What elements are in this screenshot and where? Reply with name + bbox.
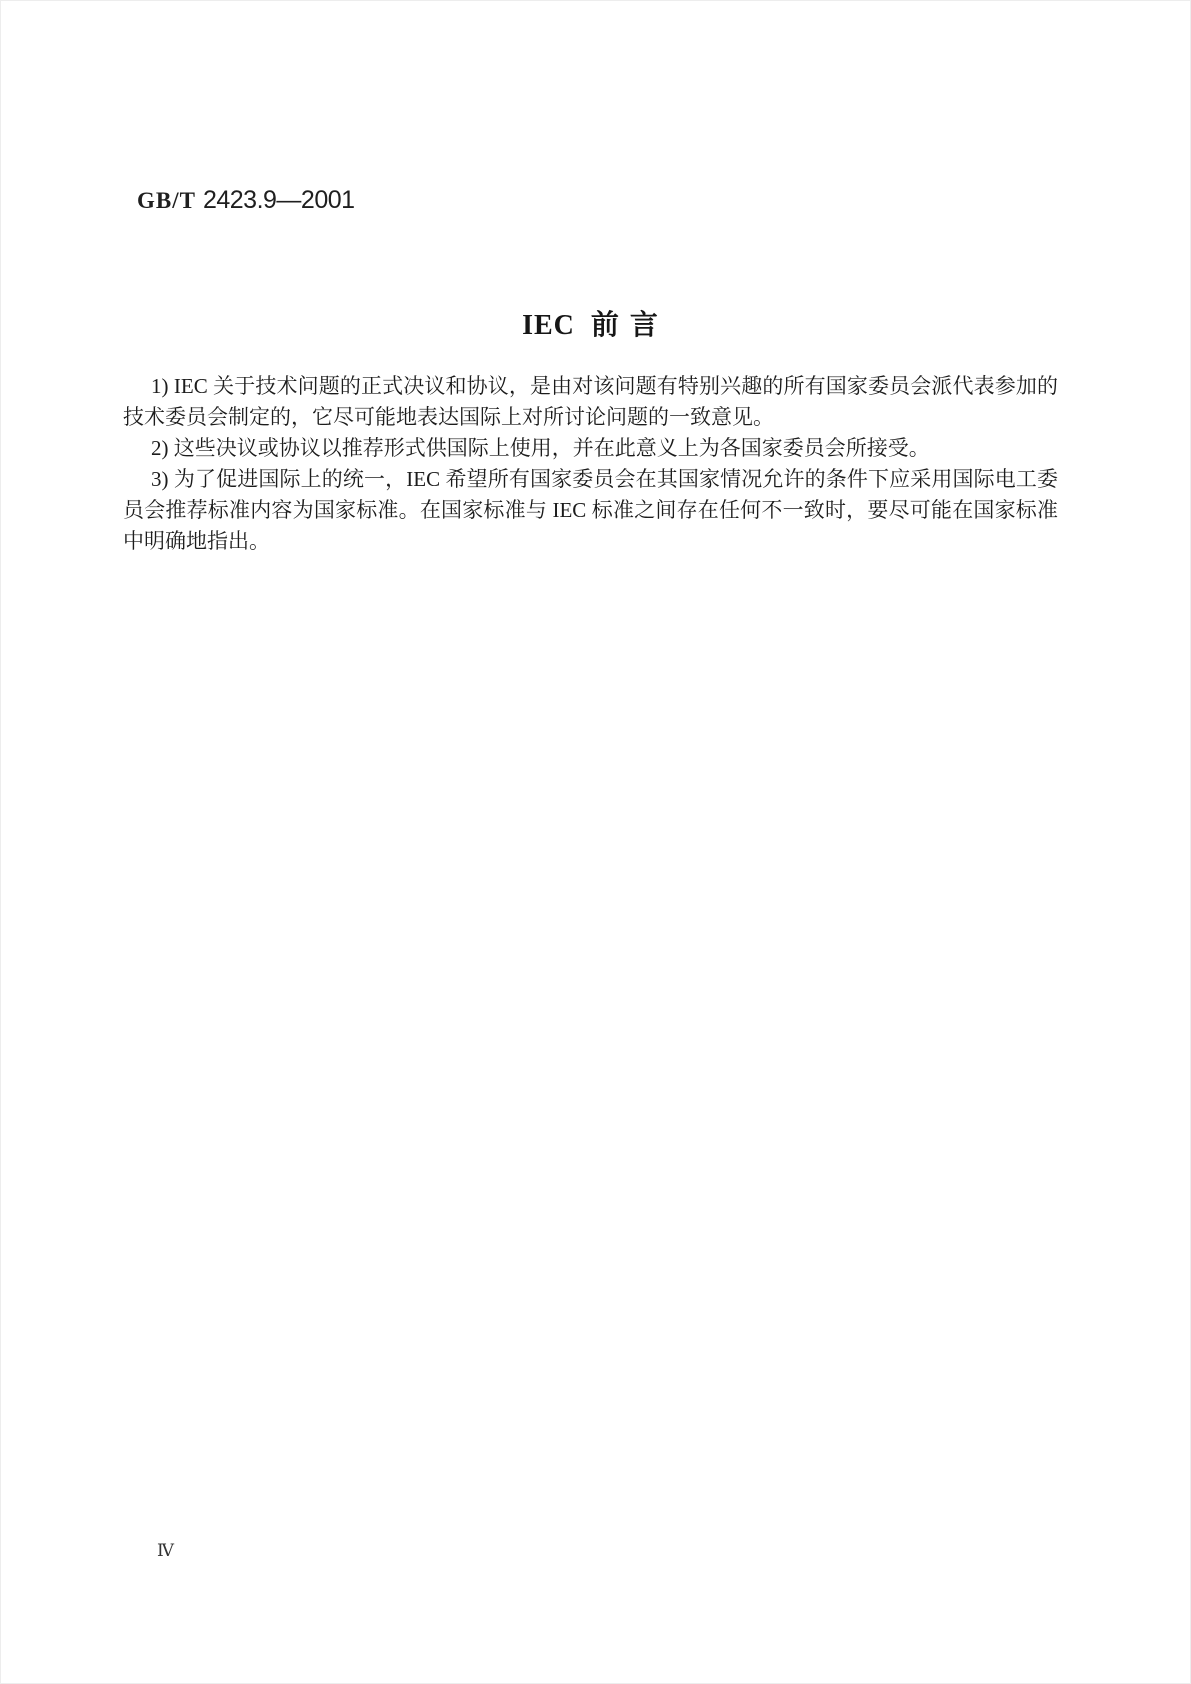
document-code [137, 186, 355, 215]
page-number: Ⅳ [157, 1541, 174, 1561]
page-title-chinese: 前言 [590, 310, 669, 341]
page-title-latin: IEC [522, 310, 575, 341]
foreword-body [123, 371, 1058, 557]
doc-code-number: 2423.9—2001 [202, 186, 355, 214]
doc-code-prefix: GB/T [137, 188, 196, 213]
page-title [0, 303, 1191, 343]
foreword-paragraph-1: 1) IEC 关于技术问题的正式决议和协议，是由对该问题有特别兴趣的所有国家委员会派代表参加的技术委员会制定的，它尽可能地表达国际上对所讨论问题的一致意见。 [123, 374, 1058, 429]
foreword-paragraph-3: 3) 为了促进国际上的统一，IEC 希望所有国家委员会在其国家情况允许的条件下应采用国际电工委员会推荐标准内容为国家标准。在国家标准与 IEC 标准之间存在任何不一致时，要尽可能在国家标准中明确地指出。 [123, 467, 1058, 553]
foreword-paragraph-2: 2) 这些决议或协议以推荐形式供国际上使用，并在此意义上为各国家委员会所接受。 [151, 436, 930, 460]
